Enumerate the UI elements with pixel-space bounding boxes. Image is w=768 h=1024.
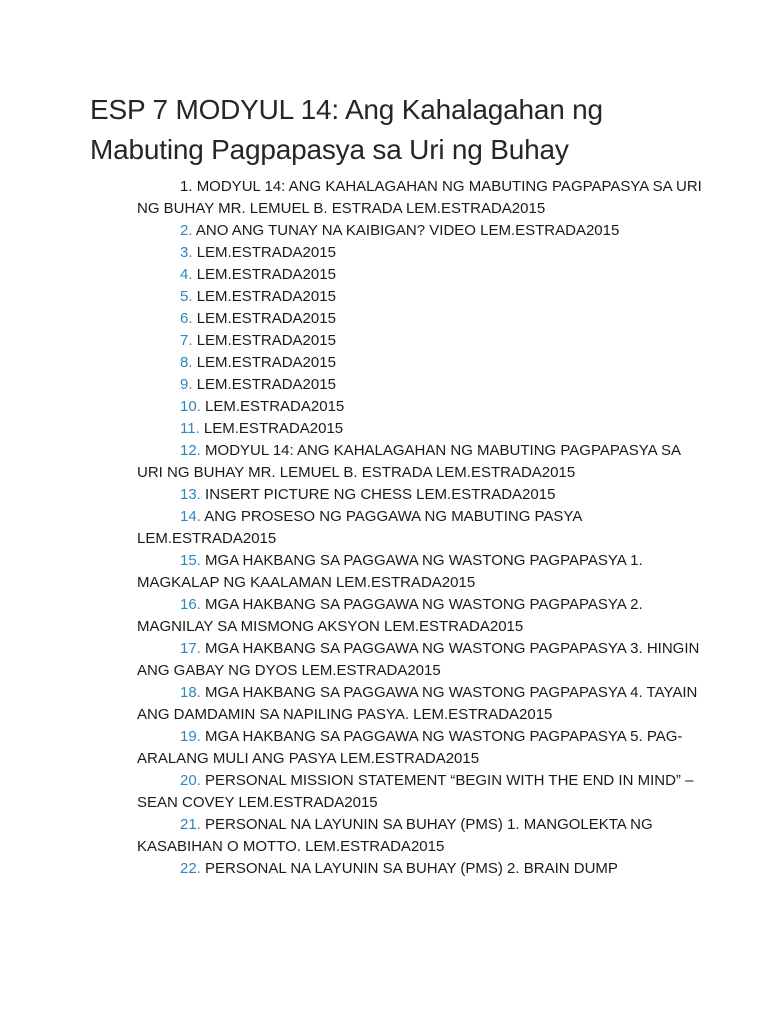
list-item (137, 638, 710, 682)
item-text: MGA HAKBANG SA PAGGAWA NG WASTONG PAGPAPASYA 1. MAGKALAP NG KAALAMAN LEM.ESTRADA2015 (137, 552, 643, 591)
item-text: PERSONAL NA LAYUNIN SA BUHAY (PMS) 2. BRAIN DUMP (205, 860, 618, 877)
item-number-link[interactable]: 22. (180, 860, 201, 877)
list-item (137, 418, 710, 440)
list-item (137, 594, 710, 638)
item-number-link[interactable]: 5. (180, 288, 193, 305)
list-item (137, 440, 710, 484)
list-item (137, 264, 710, 286)
item-text: MGA HAKBANG SA PAGGAWA NG WASTONG PAGPAPASYA 5. PAG- ARALANG MULI ANG PASYA LEM.ESTRADA2015 (137, 728, 683, 767)
list-item (137, 176, 710, 220)
list-item (137, 286, 710, 308)
document-title: ESP 7 MODYUL 14: Ang Kahalagahan ng Mabuting Pagpapasya sa Uri ng Buhay (90, 94, 603, 165)
item-number-link[interactable]: 6. (180, 310, 193, 327)
item-number-link[interactable]: 17. (180, 640, 201, 657)
item-text: LEM.ESTRADA2015 (203, 420, 344, 437)
list-item (137, 682, 710, 726)
item-number-link[interactable]: 4. (180, 266, 193, 283)
list-item (137, 330, 710, 352)
list-item (137, 814, 710, 858)
list-item (137, 374, 710, 396)
item-number-link[interactable]: 14. (180, 508, 201, 525)
item-text: LEM.ESTRADA2015 (196, 376, 336, 393)
item-number-link[interactable]: 11. (180, 420, 200, 437)
list-item (137, 484, 710, 506)
item-number-link[interactable]: 15. (180, 552, 201, 569)
item-text: ANG PROSESO NG PAGGAWA NG MABUTING PASYA LEM.ESTRADA2015 (137, 508, 582, 547)
item-text: LEM.ESTRADA2015 (196, 266, 336, 283)
list-item (137, 858, 710, 880)
list-item (137, 308, 710, 330)
item-number-link[interactable]: 13. (180, 486, 201, 503)
item-number-link[interactable]: 19. (180, 728, 201, 745)
item-text: LEM.ESTRADA2015 (196, 244, 336, 261)
item-text: LEM.ESTRADA2015 (196, 310, 336, 327)
item-text: MGA HAKBANG SA PAGGAWA NG WASTONG PAGPAPASYA 3. HINGIN ANG GABAY NG DYOS LEM.ESTRADA2015 (137, 640, 700, 679)
item-text: LEM.ESTRADA2015 (196, 288, 336, 305)
list-item (137, 506, 710, 550)
list-item (137, 396, 710, 418)
item-number-link[interactable]: 12. (180, 442, 201, 459)
item-number-link: 1. (180, 178, 193, 195)
list-item (137, 726, 710, 770)
item-text: LEM.ESTRADA2015 (196, 332, 336, 349)
item-text: MODYUL 14: ANG KAHALAGAHAN NG MABUTING PAGPAPASYA SA URI NG BUHAY MR. LEMUEL B. ESTRADA LEM.ESTRADA2015 (137, 178, 702, 217)
item-number-link[interactable]: 8. (180, 354, 193, 371)
item-text: PERSONAL MISSION STATEMENT “BEGIN WITH THE END IN MIND” –SEAN COVEY LEM.ESTRADA2015 (137, 772, 694, 811)
slide-list (90, 176, 710, 880)
item-number-link[interactable]: 16. (180, 596, 201, 613)
document-page (90, 90, 710, 880)
list-item (137, 770, 710, 814)
item-number-link[interactable]: 21. (180, 816, 201, 833)
item-text: LEM.ESTRADA2015 (205, 398, 345, 415)
item-text: MGA HAKBANG SA PAGGAWA NG WASTONG PAGPAPASYA 4. TAYAIN ANG DAMDAMIN SA NAPILING PASYA. LEM.ESTRADA2015 (137, 684, 698, 723)
item-text: LEM.ESTRADA2015 (196, 354, 336, 371)
item-text: PERSONAL NA LAYUNIN SA BUHAY (PMS) 1. MANGOLEKTA NG KASABIHAN O MOTTO. LEM.ESTRADA2015 (137, 816, 653, 855)
item-number-link[interactable]: 3. (180, 244, 193, 261)
list-item (137, 550, 710, 594)
item-number-link[interactable]: 2. (180, 222, 193, 239)
item-number-link[interactable]: 18. (180, 684, 201, 701)
list-item (137, 220, 710, 242)
item-number-link[interactable]: 10. (180, 398, 201, 415)
list-item (137, 352, 710, 374)
item-number-link[interactable]: 7. (180, 332, 193, 349)
list-item (137, 242, 710, 264)
item-text: MODYUL 14: ANG KAHALAGAHAN NG MABUTING PAGPAPASYA SA URI NG BUHAY MR. LEMUEL B. ESTRADA LEM.ESTRADA2015 (137, 442, 681, 481)
item-number-link[interactable]: 9. (180, 376, 193, 393)
item-text: MGA HAKBANG SA PAGGAWA NG WASTONG PAGPAPASYA 2. MAGNILAY SA MISMONG AKSYON LEM.ESTRADA2015 (137, 596, 643, 635)
item-text: INSERT PICTURE NG CHESS LEM.ESTRADA2015 (205, 486, 556, 503)
item-number-link[interactable]: 20. (180, 772, 201, 789)
item-text: ANO ANG TUNAY NA KAIBIGAN? VIDEO LEM.ESTRADA2015 (195, 222, 620, 239)
